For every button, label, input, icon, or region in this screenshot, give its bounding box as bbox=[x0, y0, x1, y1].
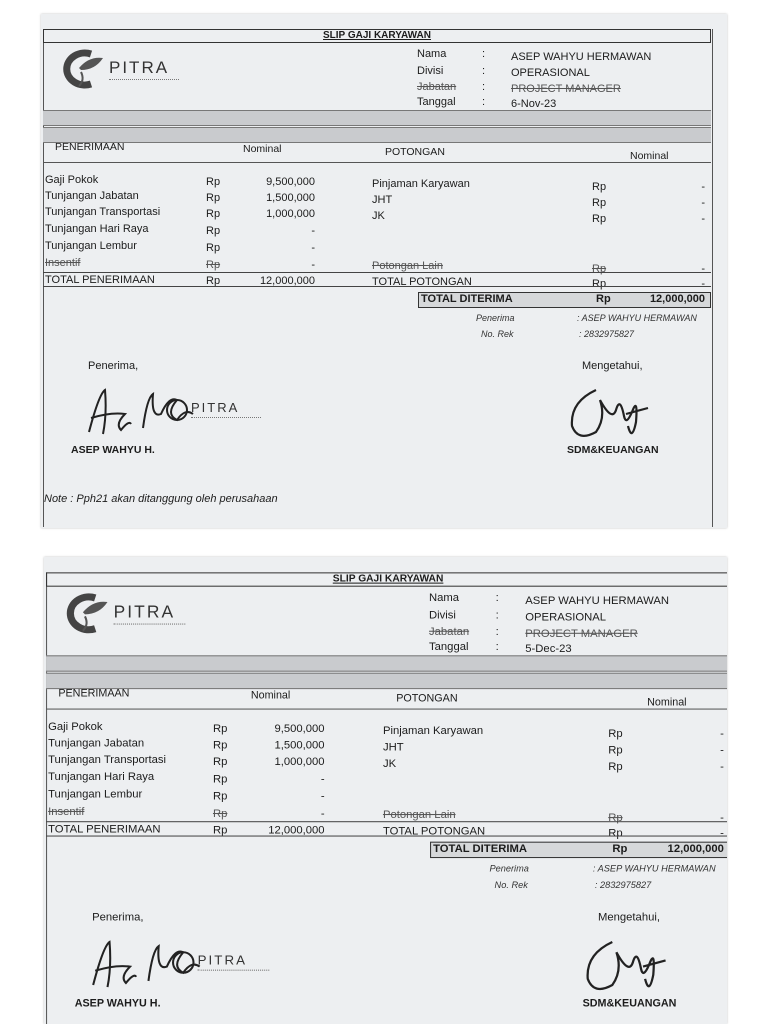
signature-right-icon bbox=[566, 382, 656, 444]
header-band bbox=[43, 110, 711, 126]
stamp-text: PITRA bbox=[197, 952, 248, 968]
info-colon: : bbox=[482, 65, 486, 77]
header-band bbox=[43, 127, 711, 143]
total-received-value: 12,000,000 bbox=[649, 293, 705, 305]
deduction-amount-header: Nominal bbox=[630, 150, 669, 162]
info-label-division: Divisi bbox=[417, 65, 444, 77]
income-amount-header: Nominal bbox=[243, 143, 282, 155]
deduction-value: - bbox=[720, 744, 724, 757]
total-deduction-label: TOTAL POTONGAN bbox=[372, 276, 472, 288]
deduction-value: - bbox=[701, 263, 705, 275]
info-colon: : bbox=[495, 640, 499, 654]
total-income-value: 12,000,000 bbox=[268, 824, 325, 837]
income-name: Insentif bbox=[45, 257, 81, 269]
income-rp: Rp bbox=[212, 790, 228, 803]
total-deduction-value: - bbox=[701, 278, 705, 290]
deduction-rp: Rp bbox=[592, 213, 607, 225]
header-divider bbox=[46, 709, 727, 710]
total-income-value: 12,000,000 bbox=[259, 275, 315, 287]
income-rp: Rp bbox=[206, 225, 221, 237]
stamp-text: PITRA bbox=[191, 400, 240, 415]
total-divider bbox=[43, 286, 711, 287]
info-colon: : bbox=[495, 609, 499, 622]
deduction-header: POTONGAN bbox=[385, 146, 445, 158]
pitra-logo-icon bbox=[51, 44, 107, 92]
income-amount-header: Nominal bbox=[250, 689, 291, 702]
recipient-label: Penerima bbox=[476, 313, 515, 323]
income-value: 1,500,000 bbox=[274, 739, 325, 752]
total-income-label: TOTAL PENERIMAAN bbox=[45, 274, 155, 286]
total-received-label: TOTAL DITERIMA bbox=[433, 842, 527, 855]
total-income-rp: Rp bbox=[212, 824, 228, 837]
income-rp: Rp bbox=[212, 739, 228, 752]
info-value-division: OPERASIONAL bbox=[525, 611, 607, 624]
income-name: Gaji Pokok bbox=[48, 720, 103, 734]
income-header: PENERIMAAN bbox=[55, 141, 125, 153]
deduction-rp: Rp bbox=[608, 760, 623, 774]
income-name: Tunjangan Lembur bbox=[48, 788, 143, 801]
info-label-date: Tanggal bbox=[429, 640, 469, 654]
info-value-name: ASEP WAHYU HERMAWAN bbox=[525, 594, 670, 608]
info-colon: : bbox=[482, 48, 486, 60]
deduction-name: Pinjaman Karyawan bbox=[372, 178, 470, 190]
total-divider bbox=[43, 272, 711, 273]
deduction-name: JK bbox=[382, 757, 397, 770]
info-colon: : bbox=[495, 591, 499, 605]
income-value: - bbox=[320, 773, 325, 786]
income-value: - bbox=[311, 259, 315, 271]
company-logo bbox=[54, 588, 177, 637]
account-value: : 2832975827 bbox=[594, 879, 652, 890]
total-deduction-value: - bbox=[720, 827, 724, 840]
income-value: - bbox=[320, 807, 325, 821]
deduction-value: - bbox=[720, 760, 724, 774]
info-value-name: ASEP WAHYU HERMAWAN bbox=[511, 51, 652, 63]
info-label-name: Nama bbox=[417, 48, 447, 60]
income-rp: Rp bbox=[206, 259, 221, 271]
deduction-name: JK bbox=[372, 210, 385, 222]
deduction-amount-header: Nominal bbox=[647, 696, 687, 709]
income-value: - bbox=[320, 790, 325, 803]
deduction-rp: Rp bbox=[608, 728, 623, 741]
income-rp: Rp bbox=[212, 755, 228, 768]
recipient-value: : ASEP WAHYU HERMAWAN bbox=[592, 863, 716, 874]
deduction-value: - bbox=[720, 728, 724, 741]
sign-left-label: Penerima, bbox=[88, 360, 139, 372]
income-value: 1,500,000 bbox=[266, 192, 315, 204]
income-rp: Rp bbox=[212, 807, 228, 821]
deduction-rp: Rp bbox=[592, 181, 607, 193]
account-value: : 2832975827 bbox=[579, 329, 635, 339]
income-name: Tunjangan Lembur bbox=[45, 240, 137, 252]
info-value-division: OPERASIONAL bbox=[511, 67, 590, 79]
sign-left-name: ASEP WAHYU H. bbox=[71, 444, 155, 456]
pitra-logo-icon bbox=[54, 588, 111, 637]
recipient-label: Penerima bbox=[489, 863, 529, 874]
income-rp: Rp bbox=[206, 176, 221, 188]
income-value: 1,000,000 bbox=[266, 208, 315, 220]
header-band bbox=[46, 655, 727, 671]
header-divider bbox=[43, 162, 711, 163]
info-value-date: 5-Dec-23 bbox=[525, 643, 572, 656]
deduction-name: Pinjaman Karyawan bbox=[382, 724, 484, 738]
income-name: Insentif bbox=[48, 805, 85, 819]
deduction-header: POTONGAN bbox=[396, 692, 458, 705]
info-label-position: Jabatan bbox=[429, 625, 470, 638]
total-deduction-label: TOTAL POTONGAN bbox=[382, 825, 486, 838]
sign-right-label: Mengetahui, bbox=[597, 911, 660, 924]
info-label-position: Jabatan bbox=[417, 81, 457, 93]
logo-text: PITRA bbox=[113, 602, 176, 622]
logo-underline bbox=[114, 624, 186, 627]
deduction-rp: Rp bbox=[608, 744, 623, 757]
note-text: Note : Pph21 akan ditanggung oleh perusahaan bbox=[44, 493, 278, 505]
deduction-value: - bbox=[701, 197, 705, 209]
total-received-label: TOTAL DITERIMA bbox=[421, 293, 513, 305]
info-colon: : bbox=[482, 96, 486, 108]
info-value-position: PROJECT MANAGER bbox=[525, 627, 638, 640]
company-logo bbox=[51, 44, 171, 92]
deduction-rp: Rp bbox=[592, 263, 607, 275]
income-value: 9,500,000 bbox=[274, 722, 325, 736]
slip-title: SLIP GAJI KARYAWAN bbox=[43, 29, 711, 43]
total-received-value: 12,000,000 bbox=[667, 842, 724, 855]
income-name: Gaji Pokok bbox=[45, 174, 99, 186]
slip-sheet bbox=[44, 557, 727, 1024]
sign-right-name: SDM&KEUANGAN bbox=[567, 444, 659, 456]
info-label-name: Nama bbox=[429, 591, 460, 605]
income-rp: Rp bbox=[206, 208, 221, 220]
deduction-value: - bbox=[701, 181, 705, 193]
logo-text: PITRA bbox=[109, 58, 170, 77]
total-income-label: TOTAL PENERIMAAN bbox=[48, 823, 161, 836]
info-label-division: Divisi bbox=[429, 609, 456, 622]
payslip-november bbox=[41, 14, 727, 528]
stamp-underline bbox=[198, 970, 270, 971]
stamp-underline bbox=[191, 417, 261, 418]
deduction-value: - bbox=[701, 213, 705, 225]
income-name: Tunjangan Jabatan bbox=[45, 190, 139, 202]
total-divider bbox=[46, 836, 727, 837]
recipient-value: : ASEP WAHYU HERMAWAN bbox=[577, 313, 697, 323]
deduction-value: - bbox=[720, 811, 724, 825]
income-value: 9,500,000 bbox=[266, 176, 315, 188]
deduction-name: JHT bbox=[382, 741, 404, 754]
deduction-name: Potongan Lain bbox=[382, 808, 456, 822]
info-label-date: Tanggal bbox=[417, 96, 456, 108]
account-label: No. Rek bbox=[481, 329, 514, 339]
total-deduction-rp: Rp bbox=[592, 278, 607, 290]
info-colon: : bbox=[495, 625, 499, 638]
sign-left-name: ASEP WAHYU H. bbox=[74, 997, 161, 1010]
account-label: No. Rek bbox=[494, 879, 528, 890]
header-band bbox=[46, 673, 727, 689]
income-value: - bbox=[311, 225, 315, 237]
income-rp: Rp bbox=[206, 192, 221, 204]
income-name: Tunjangan Transportasi bbox=[45, 206, 161, 218]
deduction-rp: Rp bbox=[608, 811, 623, 825]
income-rp: Rp bbox=[212, 722, 228, 736]
total-income-rp: Rp bbox=[206, 275, 221, 287]
sign-right-name: SDM&KEUANGAN bbox=[582, 997, 677, 1010]
deduction-rp: Rp bbox=[592, 197, 607, 209]
income-header: PENERIMAAN bbox=[58, 687, 130, 700]
income-rp: Rp bbox=[206, 242, 221, 254]
sign-right-label: Mengetahui, bbox=[582, 360, 643, 372]
income-name: Tunjangan Hari Raya bbox=[45, 223, 149, 235]
deduction-name: Potongan Lain bbox=[372, 260, 443, 272]
payslip-december bbox=[44, 557, 727, 1024]
info-colon: : bbox=[482, 81, 486, 93]
income-rp: Rp bbox=[212, 773, 228, 786]
slip-title: SLIP GAJI KARYAWAN bbox=[46, 572, 727, 586]
income-name: Tunjangan Hari Raya bbox=[48, 771, 155, 784]
income-name: Tunjangan Transportasi bbox=[48, 753, 167, 766]
income-name: Tunjangan Jabatan bbox=[48, 737, 145, 750]
total-divider bbox=[46, 821, 727, 822]
signature-right-icon bbox=[582, 934, 674, 997]
slip-sheet bbox=[41, 14, 727, 528]
income-value: 1,000,000 bbox=[274, 755, 325, 768]
total-received-rp: Rp bbox=[596, 293, 611, 305]
total-deduction-rp: Rp bbox=[608, 827, 623, 840]
sign-left-label: Penerima, bbox=[92, 911, 144, 924]
info-value-date: 6-Nov-23 bbox=[511, 98, 557, 110]
income-value: - bbox=[311, 242, 315, 254]
total-received-rp: Rp bbox=[612, 842, 628, 855]
deduction-name: JHT bbox=[372, 194, 393, 206]
logo-underline bbox=[109, 79, 179, 82]
info-value-position: PROJECT MANAGER bbox=[511, 83, 621, 95]
